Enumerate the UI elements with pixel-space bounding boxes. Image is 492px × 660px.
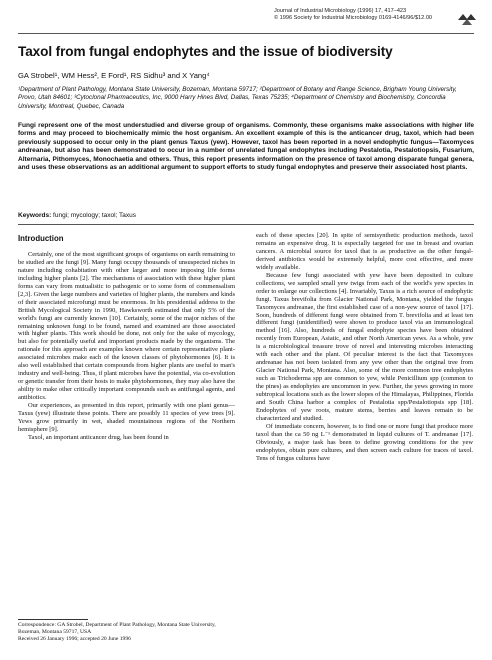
right-column xyxy=(256,232,473,463)
intro-paragraph-2: Our experiences, as presented in this report, primarily with one plant genus—Taxus (yew) illustrate these points. There are possibly 11 species of yew trees [9]. Yews grow primarily in wet, shaded mountainous regions of the Northern hemisphere [9]. xyxy=(18,402,235,433)
received-note: Received 26 January 1996; accepted 20 June 1996 xyxy=(18,636,131,643)
intro-paragraph-4: each of these species [20]. In spite of semisynthetic production methods, taxol remains an expensive drug. It is especially targeted for use in breast and ovarian cancers. A microbial source for taxol that is as productive as the other fungal-derived antibiotics would be extremely helpful, more cost effective, and more widely available. xyxy=(256,232,473,271)
publisher-logo-icon xyxy=(458,12,478,26)
left-column xyxy=(18,235,235,442)
keywords-text: fungi; mycology; taxol; Taxus xyxy=(53,212,137,219)
intro-paragraph-5: Because few fungi associated with yew have been deposited in culture collections, we sampled small yew twigs from each of the world's yew species in order to enlarge our collections [4]. Invariably, Taxus is a rich source of endophytic fungi. Taxus brevifolia from Glacier National Park, Montana, yielded the fungus Taxomyces andreanae, the first established case of a non-yew source of taxol [17]. Soon, hundreds of different fungi were obtained from T. brevifolia and at least ten different fungi (unidentified) were shown to produce taxol via an immunological method [16]. Also, hundreds of fungal endophyte species have been obtained recently from European, Asiatic, and other North American yews. As a whole, yew is a microbiological treasure trove of novel and interesting microbes interacting with each other and the plant. Of peculiar interest is the fact that Taxomyces andreanae has not been isolated from any yew other than the original tree from Glacier National Park, Montana. Also, some of the more common tree endophytes such as Trichoderma spp are common to yew, while Penicillium spp (common to the pines) as endophytes are uncommon in yew. Further, the yews growing in more subtropical locations such as the lower slopes of the Himalayas, Philippines, Florida and South China harbor a complex of Pestalotia spp/Pestalotiopsis spp [18]. Endophytes of yew roots, mature stems, berries and leaves remain to be characterized and studied. xyxy=(256,271,473,422)
author-list: GA Strobel¹, WM Hess², E Ford¹, RS Sidhu³ and X Yang⁴ xyxy=(18,71,210,80)
introduction-heading: Introduction xyxy=(18,234,64,243)
correspondence-note: Correspondence: GA Strobel, Department of Plant Pathology, Montana State University, Bozeman, Montana 59717, USA xyxy=(18,622,216,636)
keywords xyxy=(18,212,136,219)
footnote xyxy=(18,622,235,644)
article-title: Taxol from fungal endophytes and the issue of biodiversity xyxy=(18,44,393,59)
intro-paragraph-1: Certainly, one of the most significant groups of organisms on earth remaining to be studied are the fungi [9]. Many fungi occupy thousands of unsuspected niches in nature including cohabitation with other larger and more imposing life forms including higher plants [2]. The mechanisms of association with these higher plant forms can vary from mutualistic to pathogenic or to some form of commensalism [2,3]. Given the large numbers and varieties of higher plants, the numbers and kinds of their associated microfungi must be enormous. In his presidential address to the British Mycological Society in 1990, Hawksworth estimated that only 5% of the world's fungi are currently known [10]. Certainly, some of the major niches of the remaining unknown fungi to be found, named and examined are those associated with higher plants. This work should be done, not only for the sake of mycology, but also for potentially useful and important products made by the organisms. The rationale for this approach are examples known where certain representative plant-associated microbes make each of the known classes of phytohormones [6]. It is also well established that certain compounds from higher plants are useful to man's industry and well-being. Thus, if plant microbes have the potential, via co-evolution or genetic transfer from their hosts to make phytohormones, they may also have the ability to make other critically important compounds such as antifungal agents, and antibiotics. xyxy=(18,250,235,402)
footnote-rule xyxy=(18,619,88,620)
intro-paragraph-3: Taxol, an important anticancer drug, has been found in xyxy=(28,433,169,441)
journal-copyright: © 1996 Society for Industrial Microbiology 0169-4146/96/$12.00 xyxy=(274,15,433,21)
keywords-label: Keywords: xyxy=(18,212,52,219)
journal-header xyxy=(274,8,474,22)
journal-citation: Journal of Industrial Microbiology (1996) 17, 417–423 xyxy=(274,8,407,14)
section-rule xyxy=(18,224,474,225)
intro-paragraph-6: Of immediate concern, however, is to find one or more fungi that produce more taxol than the ca 50 ng L⁻¹ demonstrated in liquid cultures of T. andreanae [17]. Obviously, a major task has been to define growing conditions for the yew endophytes, obtain pure cultures, and then screen each culture for traces of taxol. Tens of fungus cultures have xyxy=(256,422,473,462)
header-rule xyxy=(18,33,474,34)
affiliations: ¹Department of Plant Pathology, Montana State University, Bozeman, Montana 59717; ²Department of Botany and Range Science, Brigham Young University, Provo, Utah 84601; ³Cytoclonal Pharmaceutics, Inc, 9000 Harry Hines Blvd, Dallas, Texas 75235; ⁴Department of Chemistry and Biochemistry, Concordia University, Montreal, Quebec, Canada xyxy=(18,86,457,110)
abstract: Fungi represent one of the most understudied and diverse group of organisms. Commonly, these organisms make associations with higher life forms and may proceed to biochemically mimic the host organism. An excellent example of this is the anticancer drug, taxol, which had been previously supposed to occur only in the plant genus Taxus (yew). However, taxol has been reported in a novel endophytic fungus—Taxomyces andreanae, but also has been demonstrated to occur in a number of unrelated fungal endophytes including Pestalotia, Pestalotiopsis, Fusarium, Alternaria, Pithomyces, Monochaetia and others. Thus, this report presents information on the presence of taxol among disparate fungal genera, and uses these observations as an additional argument to support efforts to study fungal endophytes and preserve their associated host plants. xyxy=(18,122,474,172)
